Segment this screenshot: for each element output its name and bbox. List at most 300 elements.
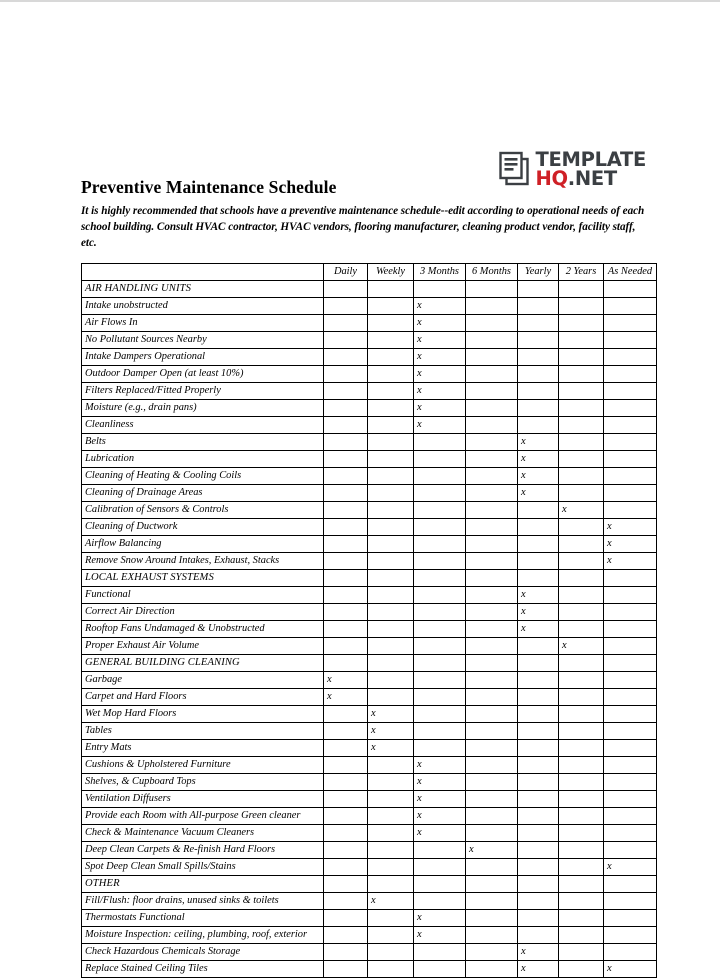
cell-m3[interactable]: x (414, 790, 466, 807)
cell-needed[interactable] (604, 348, 657, 365)
cell-m3[interactable]: x (414, 824, 466, 841)
cell-weekly[interactable] (368, 858, 414, 875)
cell-needed[interactable] (604, 297, 657, 314)
cell-yearly[interactable] (518, 841, 559, 858)
cell-needed[interactable] (604, 620, 657, 637)
cell-weekly[interactable] (368, 416, 414, 433)
cell-yearly[interactable]: x (518, 450, 559, 467)
cell-needed[interactable] (604, 280, 657, 297)
cell-y2[interactable] (559, 348, 604, 365)
cell-m3[interactable] (414, 603, 466, 620)
cell-yearly[interactable] (518, 535, 559, 552)
cell-m6[interactable] (466, 943, 518, 960)
cell-y2[interactable] (559, 756, 604, 773)
cell-y2[interactable]: x (559, 637, 604, 654)
cell-weekly[interactable] (368, 926, 414, 943)
cell-yearly[interactable] (518, 637, 559, 654)
cell-y2[interactable] (559, 722, 604, 739)
cell-m6[interactable] (466, 620, 518, 637)
cell-m6[interactable] (466, 892, 518, 909)
cell-yearly[interactable]: x (518, 484, 559, 501)
cell-m6[interactable] (466, 671, 518, 688)
cell-yearly[interactable]: x (518, 603, 559, 620)
column-header-needed: As Needed (604, 263, 657, 280)
cell-m6[interactable] (466, 297, 518, 314)
cell-m3[interactable] (414, 433, 466, 450)
cell-yearly[interactable] (518, 416, 559, 433)
cell-yearly[interactable] (518, 297, 559, 314)
column-header-m3: 3 Months (414, 263, 466, 280)
cell-yearly[interactable] (518, 756, 559, 773)
cell-yearly[interactable]: x (518, 960, 559, 977)
brand-logo[interactable] (498, 150, 646, 194)
cell-daily[interactable] (324, 841, 368, 858)
cell-m6[interactable] (466, 518, 518, 535)
cell-daily[interactable] (324, 365, 368, 382)
cell-m3[interactable] (414, 892, 466, 909)
cell-yearly[interactable] (518, 773, 559, 790)
cell-weekly[interactable] (368, 535, 414, 552)
cell-needed[interactable] (604, 841, 657, 858)
cell-y2[interactable] (559, 280, 604, 297)
cell-weekly[interactable] (368, 586, 414, 603)
cell-m3[interactable]: x (414, 416, 466, 433)
cell-y2[interactable] (559, 314, 604, 331)
cell-weekly[interactable] (368, 501, 414, 518)
cell-yearly[interactable]: x (518, 586, 559, 603)
cell-daily[interactable] (324, 501, 368, 518)
cell-yearly[interactable] (518, 790, 559, 807)
cell-m3[interactable] (414, 586, 466, 603)
cell-daily[interactable] (324, 433, 368, 450)
cell-needed[interactable] (604, 807, 657, 824)
cell-m3[interactable]: x (414, 807, 466, 824)
cell-yearly[interactable] (518, 382, 559, 399)
cell-daily[interactable] (324, 637, 368, 654)
cell-needed[interactable] (604, 365, 657, 382)
cell-daily[interactable] (324, 416, 368, 433)
cell-m3[interactable]: x (414, 926, 466, 943)
task-label: Intake unobstructed (82, 297, 324, 314)
cell-m3[interactable] (414, 569, 466, 586)
cell-y2[interactable] (559, 382, 604, 399)
cell-y2[interactable] (559, 365, 604, 382)
cell-weekly[interactable] (368, 671, 414, 688)
cell-yearly[interactable] (518, 926, 559, 943)
cell-m3[interactable] (414, 280, 466, 297)
cell-needed[interactable]: x (604, 552, 657, 569)
cell-weekly[interactable] (368, 943, 414, 960)
cell-weekly[interactable] (368, 348, 414, 365)
task-label: Provide each Room with All-purpose Green cleaner (82, 807, 324, 824)
cell-yearly[interactable]: x (518, 467, 559, 484)
cell-y2[interactable] (559, 739, 604, 756)
cell-m6[interactable] (466, 382, 518, 399)
cell-m3[interactable] (414, 535, 466, 552)
cell-needed[interactable] (604, 569, 657, 586)
cell-y2[interactable] (559, 841, 604, 858)
cell-needed[interactable] (604, 739, 657, 756)
cell-y2[interactable] (559, 858, 604, 875)
cell-y2[interactable] (559, 586, 604, 603)
cell-yearly[interactable] (518, 654, 559, 671)
cell-weekly[interactable] (368, 365, 414, 382)
cell-m6[interactable] (466, 654, 518, 671)
cell-needed[interactable]: x (604, 535, 657, 552)
cell-m6[interactable] (466, 637, 518, 654)
cell-y2[interactable] (559, 569, 604, 586)
cell-m3[interactable]: x (414, 399, 466, 416)
cell-m3[interactable]: x (414, 365, 466, 382)
cell-m3[interactable] (414, 501, 466, 518)
cell-m3[interactable] (414, 688, 466, 705)
cell-daily[interactable] (324, 705, 368, 722)
cell-y2[interactable] (559, 943, 604, 960)
cell-needed[interactable] (604, 926, 657, 943)
cell-daily[interactable] (324, 552, 368, 569)
cell-yearly[interactable] (518, 314, 559, 331)
cell-m3[interactable]: x (414, 909, 466, 926)
cell-weekly[interactable] (368, 484, 414, 501)
cell-y2[interactable] (559, 450, 604, 467)
cell-yearly[interactable] (518, 518, 559, 535)
cell-weekly[interactable] (368, 467, 414, 484)
cell-y2[interactable] (559, 552, 604, 569)
cell-yearly[interactable] (518, 722, 559, 739)
cell-yearly[interactable] (518, 824, 559, 841)
cell-weekly[interactable] (368, 688, 414, 705)
cell-weekly[interactable] (368, 331, 414, 348)
cell-needed[interactable] (604, 501, 657, 518)
section-label: AIR HANDLING UNITS (82, 280, 324, 297)
cell-m6[interactable] (466, 909, 518, 926)
cell-m3[interactable] (414, 450, 466, 467)
cell-weekly[interactable] (368, 960, 414, 977)
cell-daily[interactable]: x (324, 688, 368, 705)
cell-daily[interactable] (324, 450, 368, 467)
cell-weekly[interactable] (368, 620, 414, 637)
cell-needed[interactable] (604, 943, 657, 960)
cell-needed[interactable] (604, 824, 657, 841)
cell-y2[interactable] (559, 892, 604, 909)
cell-yearly[interactable] (518, 331, 559, 348)
cell-needed[interactable] (604, 688, 657, 705)
cell-needed[interactable] (604, 603, 657, 620)
documents-stack-icon (498, 150, 532, 190)
cell-needed[interactable]: x (604, 518, 657, 535)
cell-weekly[interactable] (368, 314, 414, 331)
task-label: Calibration of Sensors & Controls (82, 501, 324, 518)
cell-weekly[interactable] (368, 433, 414, 450)
cell-m3[interactable]: x (414, 348, 466, 365)
cell-needed[interactable] (604, 399, 657, 416)
cell-daily[interactable] (324, 518, 368, 535)
cell-weekly[interactable] (368, 297, 414, 314)
cell-y2[interactable] (559, 790, 604, 807)
cell-m6[interactable] (466, 552, 518, 569)
cell-m3[interactable]: x (414, 314, 466, 331)
cell-daily[interactable] (324, 773, 368, 790)
cell-daily[interactable] (324, 790, 368, 807)
cell-yearly[interactable] (518, 892, 559, 909)
cell-yearly[interactable]: x (518, 620, 559, 637)
cell-needed[interactable] (604, 773, 657, 790)
cell-y2[interactable] (559, 416, 604, 433)
cell-m6[interactable] (466, 773, 518, 790)
cell-m3[interactable] (414, 943, 466, 960)
cell-m6[interactable] (466, 280, 518, 297)
cell-yearly[interactable] (518, 858, 559, 875)
cell-yearly[interactable] (518, 688, 559, 705)
cell-daily[interactable] (324, 484, 368, 501)
cell-daily[interactable] (324, 348, 368, 365)
cell-m6[interactable] (466, 501, 518, 518)
cell-weekly[interactable] (368, 569, 414, 586)
cell-needed[interactable] (604, 722, 657, 739)
cell-y2[interactable] (559, 773, 604, 790)
cell-weekly[interactable] (368, 637, 414, 654)
cell-yearly[interactable] (518, 365, 559, 382)
table-row (82, 314, 657, 331)
cell-m6[interactable] (466, 603, 518, 620)
cell-daily[interactable] (324, 280, 368, 297)
column-header-yearly: Yearly (518, 263, 559, 280)
table-row (82, 467, 657, 484)
cell-yearly[interactable] (518, 552, 559, 569)
cell-daily[interactable] (324, 399, 368, 416)
cell-m3[interactable]: x (414, 297, 466, 314)
cell-daily[interactable]: x (324, 671, 368, 688)
cell-daily[interactable] (324, 654, 368, 671)
cell-m3[interactable] (414, 654, 466, 671)
cell-y2[interactable] (559, 654, 604, 671)
cell-yearly[interactable] (518, 501, 559, 518)
cell-needed[interactable] (604, 909, 657, 926)
cell-daily[interactable] (324, 620, 368, 637)
cell-needed[interactable]: x (604, 960, 657, 977)
cell-m6[interactable] (466, 535, 518, 552)
cell-weekly[interactable] (368, 654, 414, 671)
cell-daily[interactable] (324, 858, 368, 875)
cell-daily[interactable] (324, 603, 368, 620)
cell-y2[interactable] (559, 620, 604, 637)
cell-m3[interactable] (414, 841, 466, 858)
table-row (82, 960, 657, 977)
table-row (82, 484, 657, 501)
cell-daily[interactable] (324, 467, 368, 484)
cell-weekly[interactable] (368, 382, 414, 399)
cell-daily[interactable] (324, 756, 368, 773)
cell-weekly[interactable] (368, 756, 414, 773)
cell-y2[interactable] (559, 433, 604, 450)
task-label: Cushions & Upholstered Furniture (82, 756, 324, 773)
cell-m6[interactable] (466, 824, 518, 841)
cell-daily[interactable] (324, 382, 368, 399)
cell-yearly[interactable] (518, 807, 559, 824)
cell-weekly[interactable] (368, 518, 414, 535)
cell-y2[interactable]: x (559, 501, 604, 518)
cell-y2[interactable] (559, 909, 604, 926)
cell-weekly[interactable] (368, 807, 414, 824)
cell-needed[interactable] (604, 382, 657, 399)
cell-m6[interactable] (466, 858, 518, 875)
cell-m3[interactable] (414, 722, 466, 739)
cell-m3[interactable] (414, 518, 466, 535)
task-label: Lubrication (82, 450, 324, 467)
cell-needed[interactable] (604, 331, 657, 348)
cell-m6[interactable] (466, 688, 518, 705)
cell-yearly[interactable] (518, 280, 559, 297)
cell-weekly[interactable] (368, 280, 414, 297)
cell-y2[interactable] (559, 467, 604, 484)
cell-yearly[interactable] (518, 909, 559, 926)
cell-m6[interactable] (466, 314, 518, 331)
cell-weekly[interactable] (368, 399, 414, 416)
cell-y2[interactable] (559, 484, 604, 501)
cell-daily[interactable] (324, 739, 368, 756)
cell-needed[interactable] (604, 654, 657, 671)
cell-y2[interactable] (559, 603, 604, 620)
cell-y2[interactable] (559, 671, 604, 688)
cell-needed[interactable] (604, 705, 657, 722)
cell-y2[interactable] (559, 688, 604, 705)
cell-m3[interactable]: x (414, 331, 466, 348)
cell-m6[interactable] (466, 739, 518, 756)
cell-m6[interactable] (466, 756, 518, 773)
cell-m3[interactable] (414, 858, 466, 875)
cell-needed[interactable] (604, 416, 657, 433)
cell-needed[interactable] (604, 586, 657, 603)
cell-needed[interactable] (604, 467, 657, 484)
cell-y2[interactable] (559, 518, 604, 535)
cell-weekly[interactable]: x (368, 705, 414, 722)
cell-yearly[interactable] (518, 569, 559, 586)
cell-needed[interactable] (604, 892, 657, 909)
cell-weekly[interactable] (368, 824, 414, 841)
cell-m6[interactable] (466, 586, 518, 603)
cell-needed[interactable] (604, 450, 657, 467)
cell-weekly[interactable] (368, 773, 414, 790)
cell-weekly[interactable]: x (368, 739, 414, 756)
cell-daily[interactable] (324, 892, 368, 909)
cell-daily[interactable] (324, 824, 368, 841)
cell-m3[interactable] (414, 705, 466, 722)
cell-m6[interactable] (466, 484, 518, 501)
cell-m6[interactable] (466, 790, 518, 807)
cell-m3[interactable]: x (414, 773, 466, 790)
cell-weekly[interactable] (368, 841, 414, 858)
cell-m6[interactable] (466, 433, 518, 450)
cell-needed[interactable] (604, 671, 657, 688)
cell-daily[interactable] (324, 331, 368, 348)
intro-paragraph: It is highly recommended that schools have a preventive maintenance schedule--edit according to operational needs of each school building. Consult HVAC contractor, HVAC vendors, flooring manufacturer, cleaning product vendor, facility staff, etc. (81, 205, 645, 249)
cell-m6[interactable] (466, 960, 518, 977)
cell-m6[interactable] (466, 450, 518, 467)
cell-y2[interactable] (559, 960, 604, 977)
cell-weekly[interactable]: x (368, 722, 414, 739)
cell-m6[interactable] (466, 365, 518, 382)
cell-m3[interactable] (414, 671, 466, 688)
cell-yearly[interactable] (518, 348, 559, 365)
cell-y2[interactable] (559, 399, 604, 416)
cell-m6[interactable] (466, 926, 518, 943)
cell-m6[interactable] (466, 348, 518, 365)
cell-weekly[interactable] (368, 790, 414, 807)
cell-m3[interactable]: x (414, 382, 466, 399)
cell-daily[interactable] (324, 943, 368, 960)
cell-y2[interactable] (559, 824, 604, 841)
cell-m3[interactable] (414, 552, 466, 569)
cell-daily[interactable] (324, 569, 368, 586)
cell-y2[interactable] (559, 926, 604, 943)
cell-needed[interactable]: x (604, 858, 657, 875)
cell-needed[interactable] (604, 637, 657, 654)
cell-m6[interactable] (466, 416, 518, 433)
cell-weekly[interactable]: x (368, 892, 414, 909)
cell-daily[interactable] (324, 909, 368, 926)
cell-y2[interactable] (559, 535, 604, 552)
cell-needed[interactable] (604, 790, 657, 807)
cell-m6[interactable] (466, 807, 518, 824)
cell-needed[interactable] (604, 433, 657, 450)
cell-yearly[interactable] (518, 705, 559, 722)
task-label: Correct Air Direction (82, 603, 324, 620)
cell-m6[interactable] (466, 399, 518, 416)
cell-daily[interactable] (324, 297, 368, 314)
cell-weekly[interactable] (368, 603, 414, 620)
cell-weekly[interactable] (368, 552, 414, 569)
cell-needed[interactable] (604, 314, 657, 331)
cell-y2[interactable] (559, 705, 604, 722)
cell-yearly[interactable]: x (518, 943, 559, 960)
cell-y2[interactable] (559, 807, 604, 824)
cell-y2[interactable] (559, 297, 604, 314)
cell-daily[interactable] (324, 586, 368, 603)
cell-yearly[interactable]: x (518, 433, 559, 450)
cell-daily[interactable] (324, 314, 368, 331)
cell-yearly[interactable] (518, 739, 559, 756)
cell-needed[interactable] (604, 484, 657, 501)
cell-m3[interactable]: x (414, 756, 466, 773)
cell-daily[interactable] (324, 807, 368, 824)
cell-y2[interactable] (559, 331, 604, 348)
cell-m3[interactable] (414, 960, 466, 977)
cell-m3[interactable] (414, 484, 466, 501)
cell-m6[interactable] (466, 467, 518, 484)
cell-weekly[interactable] (368, 909, 414, 926)
task-label: Check Hazardous Chemicals Storage (82, 943, 324, 960)
cell-daily[interactable] (324, 535, 368, 552)
cell-daily[interactable] (324, 722, 368, 739)
cell-needed[interactable] (604, 756, 657, 773)
cell-m6[interactable] (466, 569, 518, 586)
cell-m6[interactable]: x (466, 841, 518, 858)
cell-daily[interactable] (324, 926, 368, 943)
cell-m3[interactable] (414, 467, 466, 484)
cell-m3[interactable] (414, 620, 466, 637)
cell-weekly[interactable] (368, 450, 414, 467)
cell-daily[interactable] (324, 960, 368, 977)
task-label: Replace Stained Ceiling Tiles (82, 960, 324, 977)
cell-m6[interactable] (466, 705, 518, 722)
table-section-row (82, 280, 657, 297)
cell-m3[interactable] (414, 637, 466, 654)
cell-m3[interactable] (414, 739, 466, 756)
cell-yearly[interactable] (518, 671, 559, 688)
cell-yearly[interactable] (518, 399, 559, 416)
cell-m6[interactable] (466, 331, 518, 348)
cell-m6[interactable] (466, 722, 518, 739)
